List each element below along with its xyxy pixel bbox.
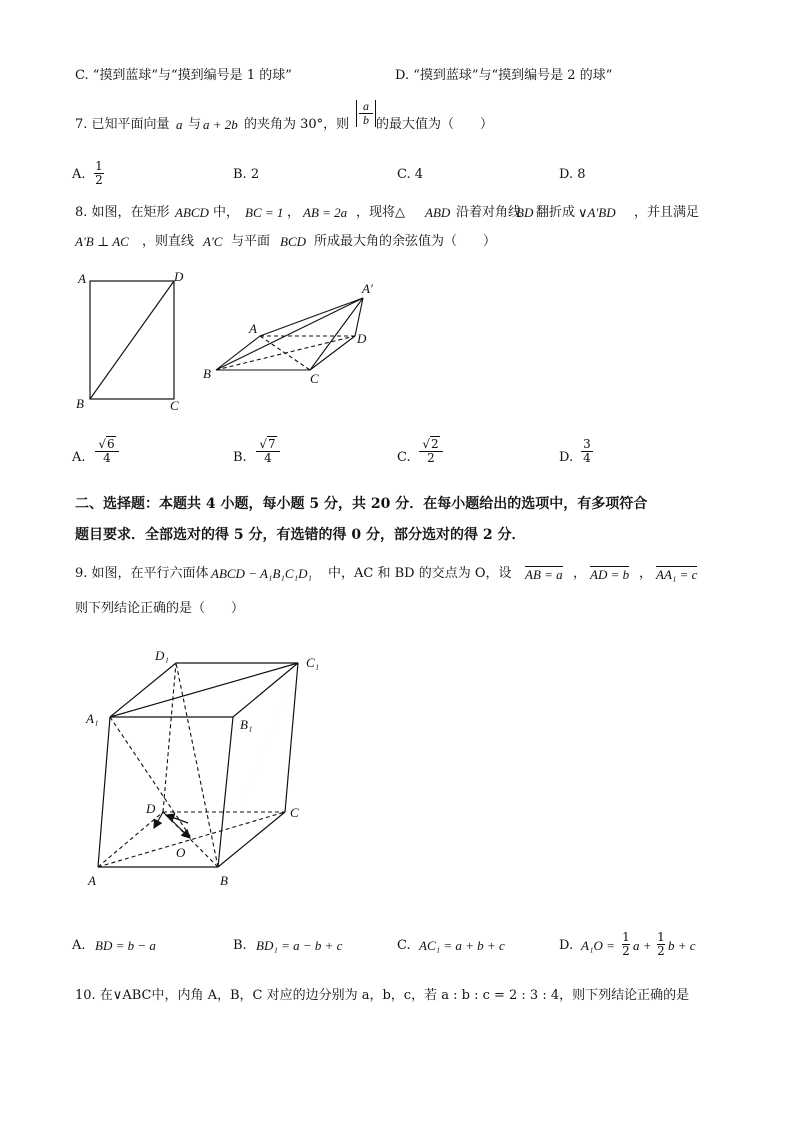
q8-option-b-label: B. <box>233 450 247 465</box>
q9-option-c-expr: AC₁ = a + b + c <box>419 938 505 953</box>
q7-option-d: D. 8 <box>559 167 586 182</box>
q8-fig2-label-a: A <box>249 321 257 336</box>
q8-math: BD <box>516 205 534 220</box>
q9-label-b1: B₁ <box>240 717 253 732</box>
q7-option-a-num: 1 <box>95 159 103 173</box>
q8-rectangle-figure <box>76 269 184 413</box>
q8-text: ，则直线 <box>142 234 195 249</box>
q8-math: BCD <box>280 234 306 249</box>
q6-option-d: D. “摸到蓝球”与“摸到编号是 2 的球” <box>395 68 613 83</box>
q6-option-c: C. “摸到蓝球”与“摸到编号是 1 的球” <box>75 68 292 83</box>
q9-label-c1: C₁ <box>306 655 320 670</box>
q9-option-d-mid: a + <box>633 938 652 953</box>
q9-option-d-end: b + c <box>668 938 696 953</box>
q7-vector-a2b: a + 2b <box>203 117 238 132</box>
q9-option-d-label: D. <box>559 938 574 953</box>
q8-option-b-den: 4 <box>264 451 272 465</box>
q8-math: ∨A′BD <box>578 205 616 220</box>
q8-math: AB = 2a <box>303 205 348 220</box>
q7-stem-part3: 的夹角为 30°，则 <box>244 117 350 132</box>
q9-vector-ab: AB = a <box>525 567 563 582</box>
q8-option-a-radicand: 6 <box>107 437 115 451</box>
q9-label-d1: D₁ <box>155 648 169 663</box>
q9-text: 9. 如图，在平行六面体 <box>75 566 209 581</box>
q9-option-a-label: A. <box>72 938 86 953</box>
q8-fig2-label-d: D <box>357 331 367 346</box>
q8-option-a-label: A. <box>72 450 86 465</box>
q8-text: 沿着对角线 <box>456 205 522 220</box>
q8-text: ，现将△ <box>356 205 405 220</box>
q8-option-d-value <box>581 438 593 465</box>
q9-sep: ， <box>573 566 587 581</box>
q8-option-a-value: √6 4 <box>95 438 119 465</box>
q8-fig2-label-c: C <box>310 371 319 386</box>
q7-ratio-fraction <box>356 100 376 127</box>
q9-option-c-label: C. <box>397 938 411 953</box>
q7-option-a-label: A. <box>72 167 86 182</box>
q7-ratio-num: a <box>363 99 369 113</box>
q8-math: ABCD <box>175 205 209 220</box>
q8-text: 中， <box>213 205 240 220</box>
q9-label-b: B <box>220 873 228 888</box>
q8-text: ， <box>287 205 301 220</box>
q8-text: 与平面 <box>231 234 271 249</box>
q9-option-d-frac1-den: 2 <box>622 944 630 958</box>
q8-text: ，并且满足 <box>634 205 700 220</box>
q8-math: ABD <box>425 205 451 220</box>
q8-option-c-label: C. <box>397 450 411 465</box>
q8-math: BC = 1 <box>245 205 284 220</box>
q8-text: 所成最大角的余弦值为（ ） <box>314 234 497 249</box>
q9-label-a1: A₁ <box>86 711 99 726</box>
q7-ratio-den: b <box>363 113 369 127</box>
q7-stem-part4: 的最大值为（ ） <box>376 117 494 132</box>
q8-option-b-radicand: 7 <box>268 437 276 451</box>
q9-label-o: O <box>176 845 186 860</box>
q8-math: A′B ⊥ AC <box>75 234 129 249</box>
q9-text-line2: 则下列结论正确的是（ ） <box>75 601 245 616</box>
q7-option-a-fraction <box>94 160 104 187</box>
q9-option-d-frac1 <box>622 931 630 958</box>
q8-figure <box>70 265 400 415</box>
q8-option-d-num: 3 <box>583 437 591 451</box>
q9-option-d-frac2 <box>657 931 665 958</box>
q8-option-c-radicand: 2 <box>431 437 439 451</box>
q8-math: A′C <box>203 234 223 249</box>
q9-sep: ， <box>639 566 653 581</box>
q7-option-b: B. 2 <box>233 167 260 182</box>
q8-option-c-value: √2 2 <box>419 438 443 465</box>
q7-stem-part1: 7. 已知平面向量 <box>75 117 170 132</box>
q7-option-c: C. 4 <box>397 167 424 182</box>
q9-vector-ad: AD = b <box>590 567 630 582</box>
q8-fig1-label-d: D <box>174 269 184 284</box>
q9-option-d-frac2-den: 2 <box>657 944 665 958</box>
section2-heading-line1: 二、选择题：本题共 4 小题，每小题 5 分，共 20 分．在每小题给出的选项中，有多项符合 <box>75 496 648 512</box>
q10-stem: 10. 在∨ABC中，内角 A，B，C 对应的边分别为 a，b，c，若 a : b : c = 2 : 3 : 4，则下列结论正确的是 <box>75 988 690 1003</box>
q7-vector-a: a <box>176 117 183 132</box>
q7-option-a-den: 2 <box>95 173 103 187</box>
q9-text: 中，AC 和 BD 的交点为 O，设 <box>328 566 512 581</box>
q9-option-d-frac2-num: 1 <box>657 930 665 944</box>
q8-folded-figure <box>203 281 373 386</box>
q8-fig1-label-b: B <box>76 396 84 411</box>
q9-label-c: C <box>290 805 299 820</box>
q9-option-d-lhs: A₁O = <box>581 938 615 953</box>
q8-option-a-den: 4 <box>103 451 111 465</box>
q8-option-d-den: 4 <box>583 451 591 465</box>
q8-option-d-label: D. <box>559 450 574 465</box>
q8-fig1-label-c: C <box>170 398 179 413</box>
q8-fig2-label-a1: A′ <box>362 281 373 296</box>
q9-parallelepiped-figure <box>80 645 340 895</box>
q9-option-d-frac1-num: 1 <box>622 930 630 944</box>
q8-fig2-label-b: B <box>203 366 211 381</box>
q9-label-d: D <box>146 801 156 816</box>
q9-option-b-expr: BD₁ = a − b + c <box>256 938 343 953</box>
q9-solid-name: ABCD − A₁B₁C₁D₁ <box>211 566 312 581</box>
q8-text: 8. 如图，在矩形 <box>75 205 170 220</box>
q8-option-b-value: √7 4 <box>256 438 280 465</box>
q7-stem-part2: 与 <box>188 117 202 132</box>
q9-label-a: A <box>88 873 96 888</box>
q9-vector-aa1: AA₁ = c <box>656 567 698 582</box>
q8-text: 翻折成 <box>536 205 576 220</box>
q9-option-b-label: B. <box>233 938 247 953</box>
q8-fig1-label-a: A <box>78 271 86 286</box>
q9-option-a-expr: BD = b − a <box>95 938 156 953</box>
section2-heading-line2: 题目要求．全部选对的得 5 分，有选错的得 0 分，部分选对的得 2 分． <box>75 527 526 543</box>
q8-option-c-den: 2 <box>427 451 435 465</box>
